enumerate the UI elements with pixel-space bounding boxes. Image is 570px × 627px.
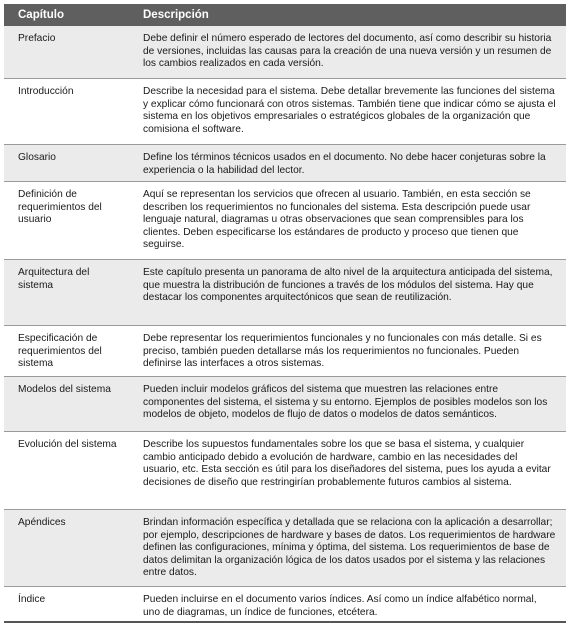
table-row xyxy=(4,260,566,326)
chapter-cell: Evolución del sistema xyxy=(18,439,117,450)
description-cell: Brindan información específica y detallada que se relaciona con la aplicación a desarrollar; por ejemplo, descripciones de hardware y bases de datos. Los requerimientos de hardware definen las configuraciones, mínima y óptima, del sistema. Los requerimientos de base de datos delimitan la organización lógica de los datos usados por el sistema y las relaciones entre datos. xyxy=(143,517,556,579)
table-row xyxy=(4,377,566,432)
table-header xyxy=(4,4,566,26)
header-description: Descripción xyxy=(143,9,209,21)
chapter-cell: Apéndices xyxy=(18,517,66,528)
chapter-cell: Modelos del sistema xyxy=(18,384,111,395)
table-row xyxy=(4,26,566,79)
description-cell: Describe la necesidad para el sistema. Debe detallar brevemente las funciones del sistema y explicar cómo funcionará con otros sistemas. También tiene que indicar cómo se ajusta el sistema en los objetivos empresariales o estratégicos globales de la organización que comisiona el software. xyxy=(143,86,556,135)
table-row xyxy=(4,182,566,260)
description-cell: Define los términos técnicos usados en el documento. No debe hacer conjeturas sobre la experiencia o la habilidad del lector. xyxy=(143,152,546,176)
chapter-cell: Arquitectura del sistema xyxy=(18,267,90,291)
table-row xyxy=(4,326,566,377)
chapter-cell: Índice xyxy=(18,594,46,605)
table-row xyxy=(4,145,566,182)
description-cell: Pueden incluirse en el documento varios índices. Así como un índice alfabético normal, uno de diagramas, un índice de funciones, etcétera. xyxy=(143,594,537,618)
table-row xyxy=(4,587,566,623)
header-chapter: Capítulo xyxy=(18,9,64,21)
description-cell: Este capítulo presenta un panorama de alto nivel de la arquitectura anticipada del sistema, que muestra la distribución de funciones a través de los módulos del sistema. Hay que destacar los componentes arquitectónicos que sean de reutilización. xyxy=(143,267,553,304)
description-cell: Pueden incluir modelos gráficos del sistema que muestren las relaciones entre componentes del sistema, el sistema y su entorno. Ejemplos de posibles modelos son los modelos de objeto, modelos de flujo de datos o modelos de datos semánticos. xyxy=(143,384,548,421)
chapter-cell: Especificación de requerimientos del sistema xyxy=(18,333,102,370)
description-cell: Aquí se representan los servicios que ofrecen al usuario. También, en esta sección se describen los requerimientos no funcionales del sistema. Esta descripción puede usar lenguaje natural, diagramas u otras observaciones que sean comprensibles para los clientes. Deben especificarse los estándares de producto y proceso que tienen que seguirse. xyxy=(143,189,531,251)
chapter-cell: Glosario xyxy=(18,152,56,163)
table-row xyxy=(4,79,566,145)
chapter-cell: Definición de requerimientos del usuario xyxy=(18,189,102,226)
table-row xyxy=(4,432,566,510)
description-cell: Debe representar los requerimientos funcionales y no funcionales con más detalle. Si es preciso, también pueden detallarse más los requerimientos no funcionales. Pueden definirse las interfaces a otros sistemas. xyxy=(143,333,542,370)
description-cell: Debe definir el número esperado de lectores del documento, así como describir su historia de versiones, incluidas las causas para la creación de una nueva versión y un resumen de los cambios realizados en cada versión. xyxy=(143,33,552,70)
requirements-document-table xyxy=(4,4,566,623)
chapter-cell: Prefacio xyxy=(18,33,56,44)
chapter-cell: Introducción xyxy=(18,86,74,97)
description-cell: Describe los supuestos fundamentales sobre los que se basa el sistema, y cualquier cambio anticipado debido a evolución de hardware, cambio en las necesidades del usuario, etc. Esta sección es útil para los diseñadores del sistema, pues los ayuda a evitar decisiones de diseño que restringirían probablemente futuros cambios al sistema. xyxy=(143,439,551,488)
table-row xyxy=(4,510,566,587)
